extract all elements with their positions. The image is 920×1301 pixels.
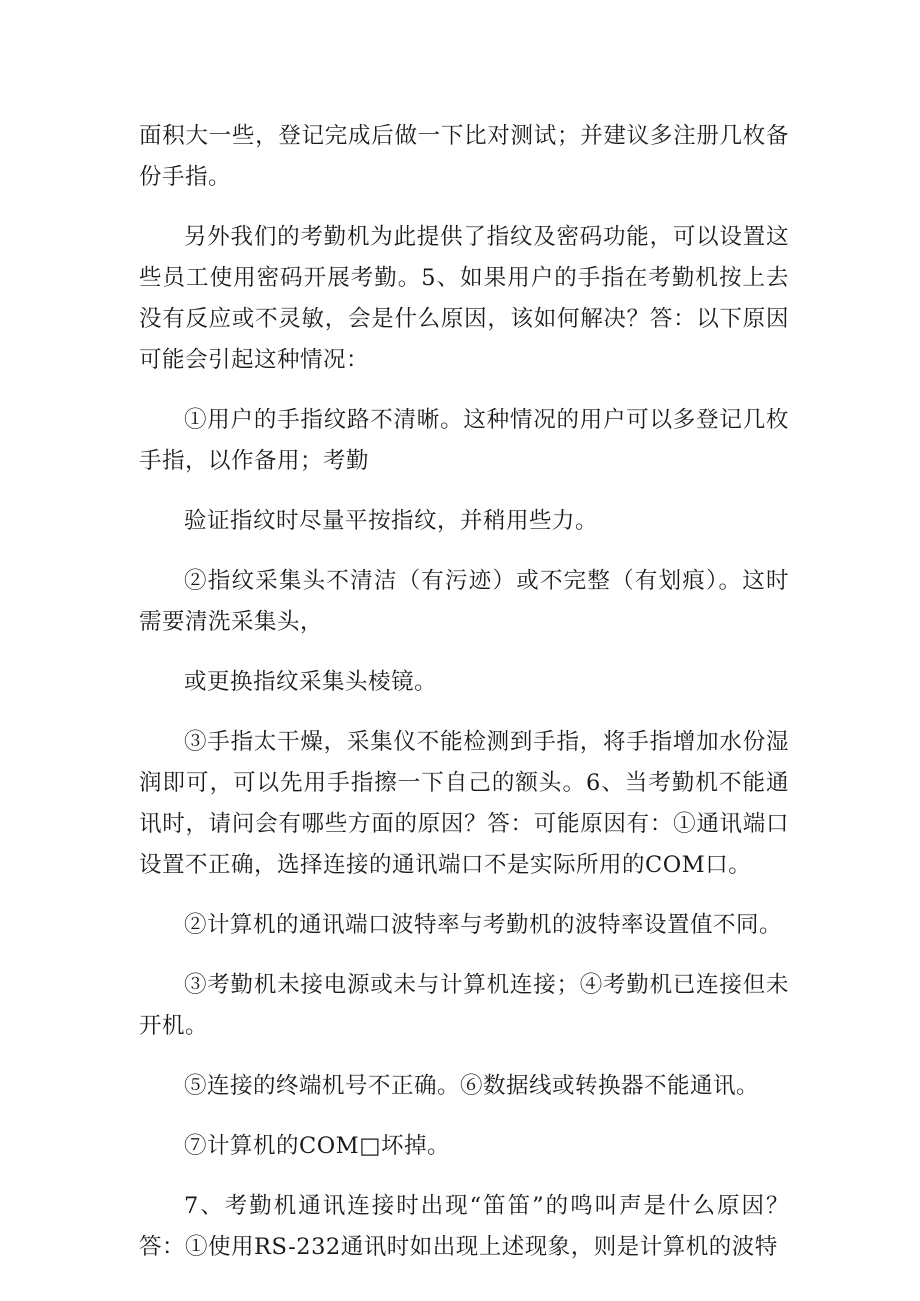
paragraph-11: ⑦计算机的COM□坏掉。 [184,1133,450,1159]
paragraph-7: ③手指太干燥，采集仪不能检测到手指，将手指增加水份湿润即可，可以先用手指擦一下自己的额头。6、当考勤机不能通讯时，请问会有哪些方面的原因？答：可能原因有：①通讯端口设置不正确，选择连接的通讯端口不是实际所用的COM口。 [139,729,789,878]
paragraph-6: 或更换指纹采集头棱镜。 [184,669,438,695]
paragraph-3: ①用户的手指纹路不清晰。这种情况的用户可以多登记几枚手指，以作备用；考勤 [139,407,789,474]
paragraph-12: 7、考勤机通讯连接时出现“笛笛”的鸣叫声是什么原因？答：①使用RS-232通讯时如出现上述现象，则是计算机的波特 [139,1193,789,1260]
paragraph-2: 另外我们的考勤机为此提供了指纹及密码功能，可以设置这些员工使用密码开展考勤。5、如果用户的手指在考勤机按上去没有反应或不灵敏，会是什么原因，该如何解决？答：以下原因可能会引起这种情况： [139,224,789,373]
document-body [139,116,789,1287]
paragraph-5: ②指纹采集头不清洁（有污迹）或不完整（有划痕）。这时需要清洗采集头， [139,568,789,635]
paragraph-1: 面积大一些，登记完成后做一下比对测试；并建议多注册几枚备份手指。 [139,123,789,190]
paragraph-4: 验证指纹时尽量平按指纹，并稍用些力。 [184,508,599,534]
paragraph-10: ⑤连接的终端机号不正确。⑥数据线或转换器不能通讯。 [184,1073,760,1099]
paragraph-8: ②计算机的通讯端口波特率与考勤机的波特率设置值不同。 [184,912,783,938]
paragraph-9: ③考勤机未接电源或未与计算机连接；④考勤机已连接但未开机。 [139,972,789,1039]
